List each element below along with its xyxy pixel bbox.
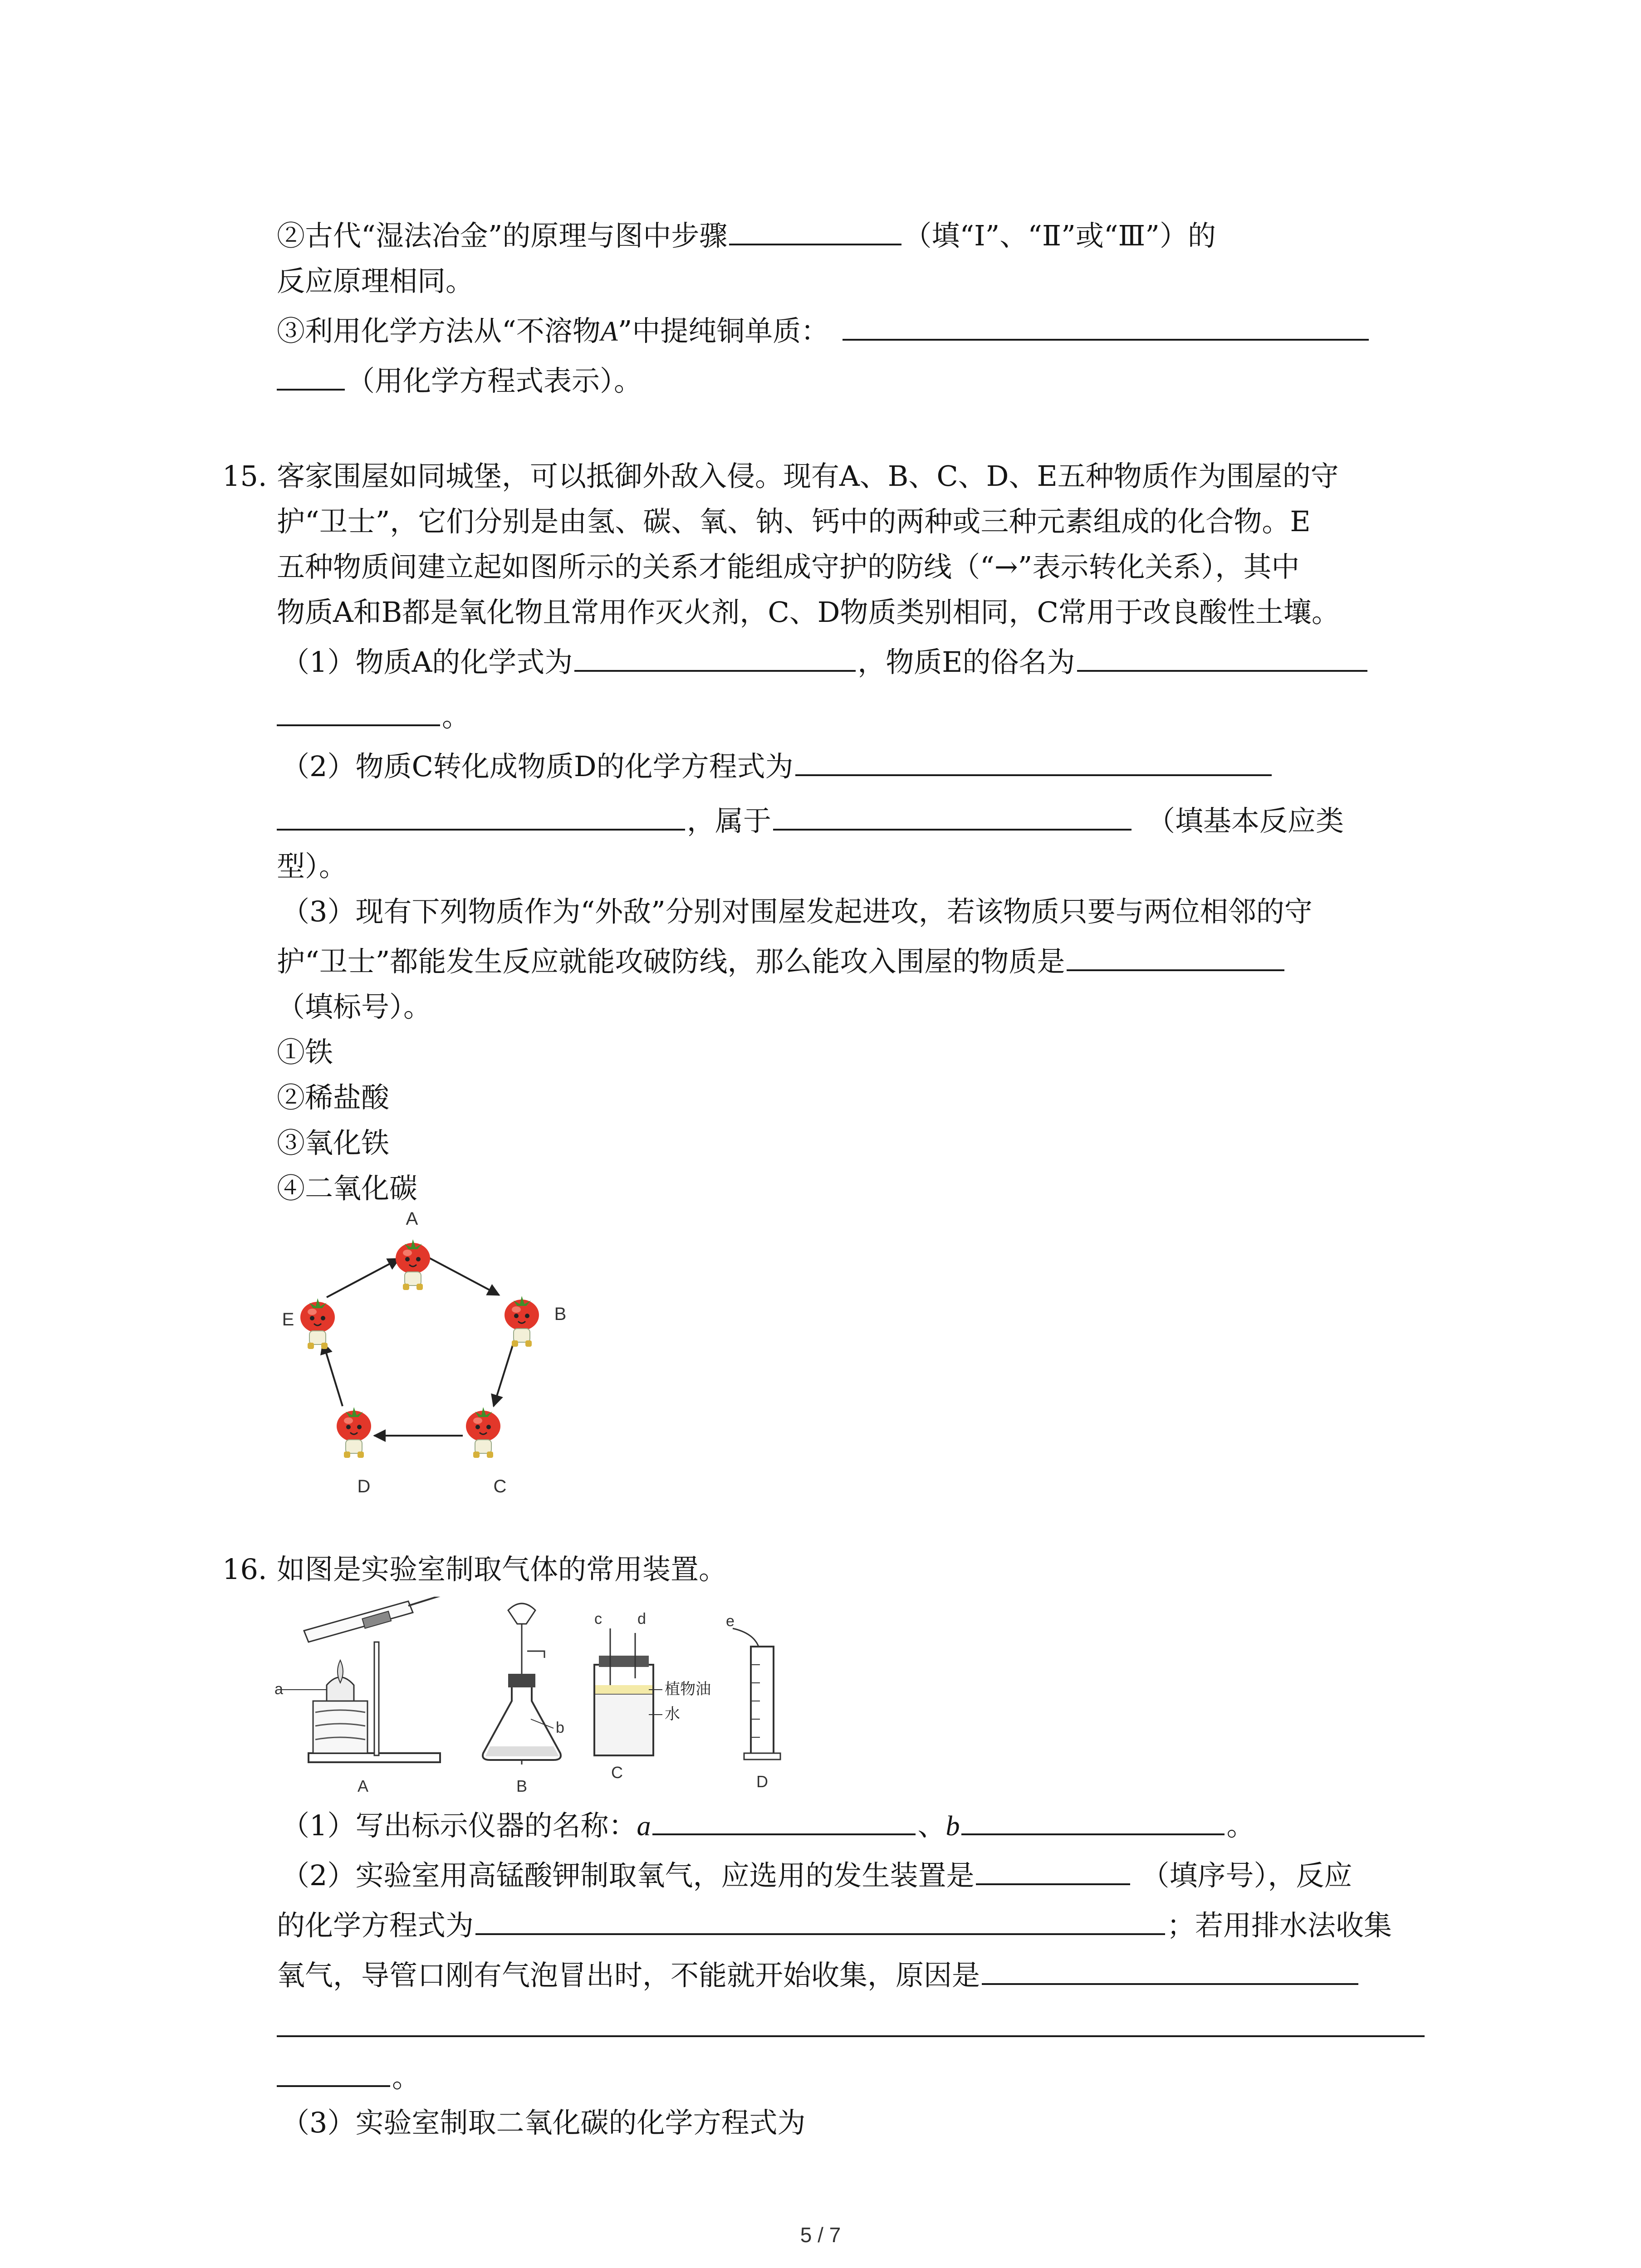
option-iron-oxide: ③氧化铁 (277, 1126, 390, 1159)
question-text: （填基本反应类 (1147, 804, 1344, 837)
mark-c: c (594, 1610, 602, 1628)
question-text: （1）写出标示仪器的名称： (281, 1809, 637, 1842)
question-text: （2）实验室用高锰酸钾制取氧气，应选用的发生装置是 (281, 1859, 975, 1892)
question-text: ；若用排水法收集 (1167, 1909, 1392, 1942)
answer-blank[interactable] (1067, 943, 1284, 971)
apparatus-b (483, 1603, 564, 1795)
question-text: ”中提纯铜单质： (617, 314, 829, 347)
answer-blank[interactable] (961, 1807, 1225, 1835)
apparatus-c (594, 1610, 711, 1782)
question-text: 。 (1226, 1809, 1255, 1842)
question-stem: 如图是实验室制取气体的常用装置。 (277, 1553, 727, 1586)
apparatus-label-a: A (357, 1777, 369, 1795)
answer-blank[interactable] (277, 362, 345, 391)
mark-e: e (726, 1613, 735, 1630)
oil-label: 植物油 (665, 1681, 711, 1698)
question-number: 16. (222, 1553, 267, 1586)
answer-blank[interactable] (277, 698, 440, 726)
water-label: 水 (665, 1706, 680, 1723)
question-text: 型）。 (277, 850, 348, 883)
text-line (277, 2055, 1441, 2100)
question-text: 反应原理相同。 (277, 264, 474, 298)
question-text: 护“卫士”都能发生反应就能攻破防线，那么能攻入围屋的物质是 (277, 945, 1065, 978)
node-label-c: C (493, 1476, 507, 1496)
sub-question-1 (281, 640, 1441, 685)
variable-a: a (637, 1811, 651, 1842)
question-text: （填序号），反应 (1141, 1859, 1352, 1892)
sub-question-2 (281, 744, 1441, 789)
question-text: ③利用化学方法从“不溶物 (277, 314, 601, 347)
apparatus-a (274, 1597, 445, 1795)
question-text: ②古代“湿法冶金”的原理与图中步骤 (277, 219, 728, 252)
question-stem: 护“卫士”，它们分别是由氢、碳、氧、钠、钙中的两种或三种元素组成的化合物。E (277, 505, 1311, 538)
sub-question-1 (281, 1803, 1441, 1849)
text-line (277, 694, 1441, 739)
question-text: 的化学方程式为 (277, 1909, 474, 1942)
text-line (277, 1953, 1441, 1998)
text-line (277, 1903, 1441, 1948)
sub-question-3: （3）实验室制取二氧化碳的化学方程式为 (281, 2106, 806, 2139)
variable-b: b (945, 1811, 960, 1842)
apparatus-d (726, 1613, 780, 1791)
text-line (277, 259, 1441, 304)
answer-blank[interactable] (475, 1907, 1165, 1935)
node-label-d: D (357, 1476, 371, 1496)
page-number: 5 / 7 (800, 2223, 841, 2247)
question-stem: 客家围屋如同城堡，可以抵御外敌入侵。现有A、B、C、D、E五种物质作为围屋的守 (277, 459, 1339, 493)
question-text: 。 (392, 2061, 421, 2094)
answer-blank[interactable] (1077, 644, 1367, 672)
variable-a: A (600, 316, 618, 347)
option-hydrochloric-acid: ②稀盐酸 (277, 1081, 390, 1114)
guard-a-icon (396, 1239, 430, 1290)
text-line (277, 213, 1441, 259)
answer-blank[interactable] (277, 2009, 1425, 2037)
question-text: ，物质E的俗名为 (857, 645, 1075, 679)
question-stem: 物质A和B都是氧化物且常用作灭火剂，C、D物质类别相同，C常用于改良酸性土壤。 (277, 596, 1340, 629)
answer-blank[interactable] (773, 802, 1132, 831)
text-line (277, 798, 1441, 844)
question-text: 、 (917, 1809, 946, 1842)
node-label-e: E (282, 1310, 294, 1330)
question-text: 氧气，导管口刚有气泡冒出时，不能就开始收集，原因是 (277, 1959, 980, 1992)
text-line: （填标号）。 (277, 990, 432, 1023)
question-text: （2）物质C转化成物质D的化学方程式为 (281, 750, 794, 783)
arrow-d-to-e (323, 1343, 343, 1406)
answer-blank[interactable] (729, 217, 901, 245)
question-number: 15. (222, 459, 267, 493)
question-stem: 五种物质间建立起如图所示的关系才能组成守护的防线（“→”表示转化关系），其中 (277, 550, 1300, 583)
text-line (277, 844, 1441, 889)
guard-d-icon (337, 1407, 371, 1458)
guard-e-icon (300, 1298, 335, 1349)
mark-b: b (556, 1719, 564, 1736)
pentagon-relation-diagram (268, 1207, 612, 1497)
node-label-a: A (406, 1209, 418, 1229)
sub-question-2 (281, 1853, 1441, 1898)
question-text: （填“Ⅰ”、“Ⅱ”或“Ⅲ”）的 (903, 219, 1216, 252)
lab-apparatus-diagram (272, 1597, 817, 1801)
guard-b-icon (505, 1296, 539, 1347)
mark-d: d (637, 1610, 646, 1628)
mark-a: a (274, 1681, 283, 1698)
text-line (277, 308, 1441, 354)
text-line (277, 939, 1441, 984)
apparatus-label-c: C (611, 1763, 623, 1782)
guard-c-icon (466, 1407, 500, 1458)
answer-blank[interactable] (843, 313, 1369, 341)
answer-blank[interactable] (976, 1857, 1130, 1885)
question-text: （1）物质A的化学式为 (281, 645, 573, 679)
option-iron: ①铁 (277, 1036, 333, 1069)
question-text: （用化学方程式表示）。 (347, 364, 642, 397)
arrow-a-to-b (426, 1256, 499, 1295)
answer-blank[interactable] (277, 2059, 390, 2087)
apparatus-label-d: D (756, 1772, 768, 1791)
answer-blank[interactable] (574, 644, 856, 672)
text-line (277, 2005, 1441, 2050)
arrow-b-to-c (494, 1338, 515, 1406)
question-text: 。 (442, 700, 470, 733)
answer-blank[interactable] (277, 802, 685, 831)
sub-question-3: （3）现有下列物质作为“外敌”分别对围屋发起进攻，若该物质只要与两位相邻的守 (281, 895, 1313, 928)
option-carbon-dioxide: ④二氧化碳 (277, 1172, 418, 1205)
question-text: ，属于 (687, 804, 772, 837)
apparatus-label-b: B (516, 1777, 528, 1795)
answer-blank[interactable] (982, 1957, 1358, 1985)
arrow-e-to-a (327, 1259, 399, 1297)
text-line (277, 358, 1441, 404)
node-label-b: B (554, 1304, 567, 1324)
answer-blank[interactable] (795, 748, 1272, 776)
answer-blank[interactable] (652, 1807, 916, 1835)
